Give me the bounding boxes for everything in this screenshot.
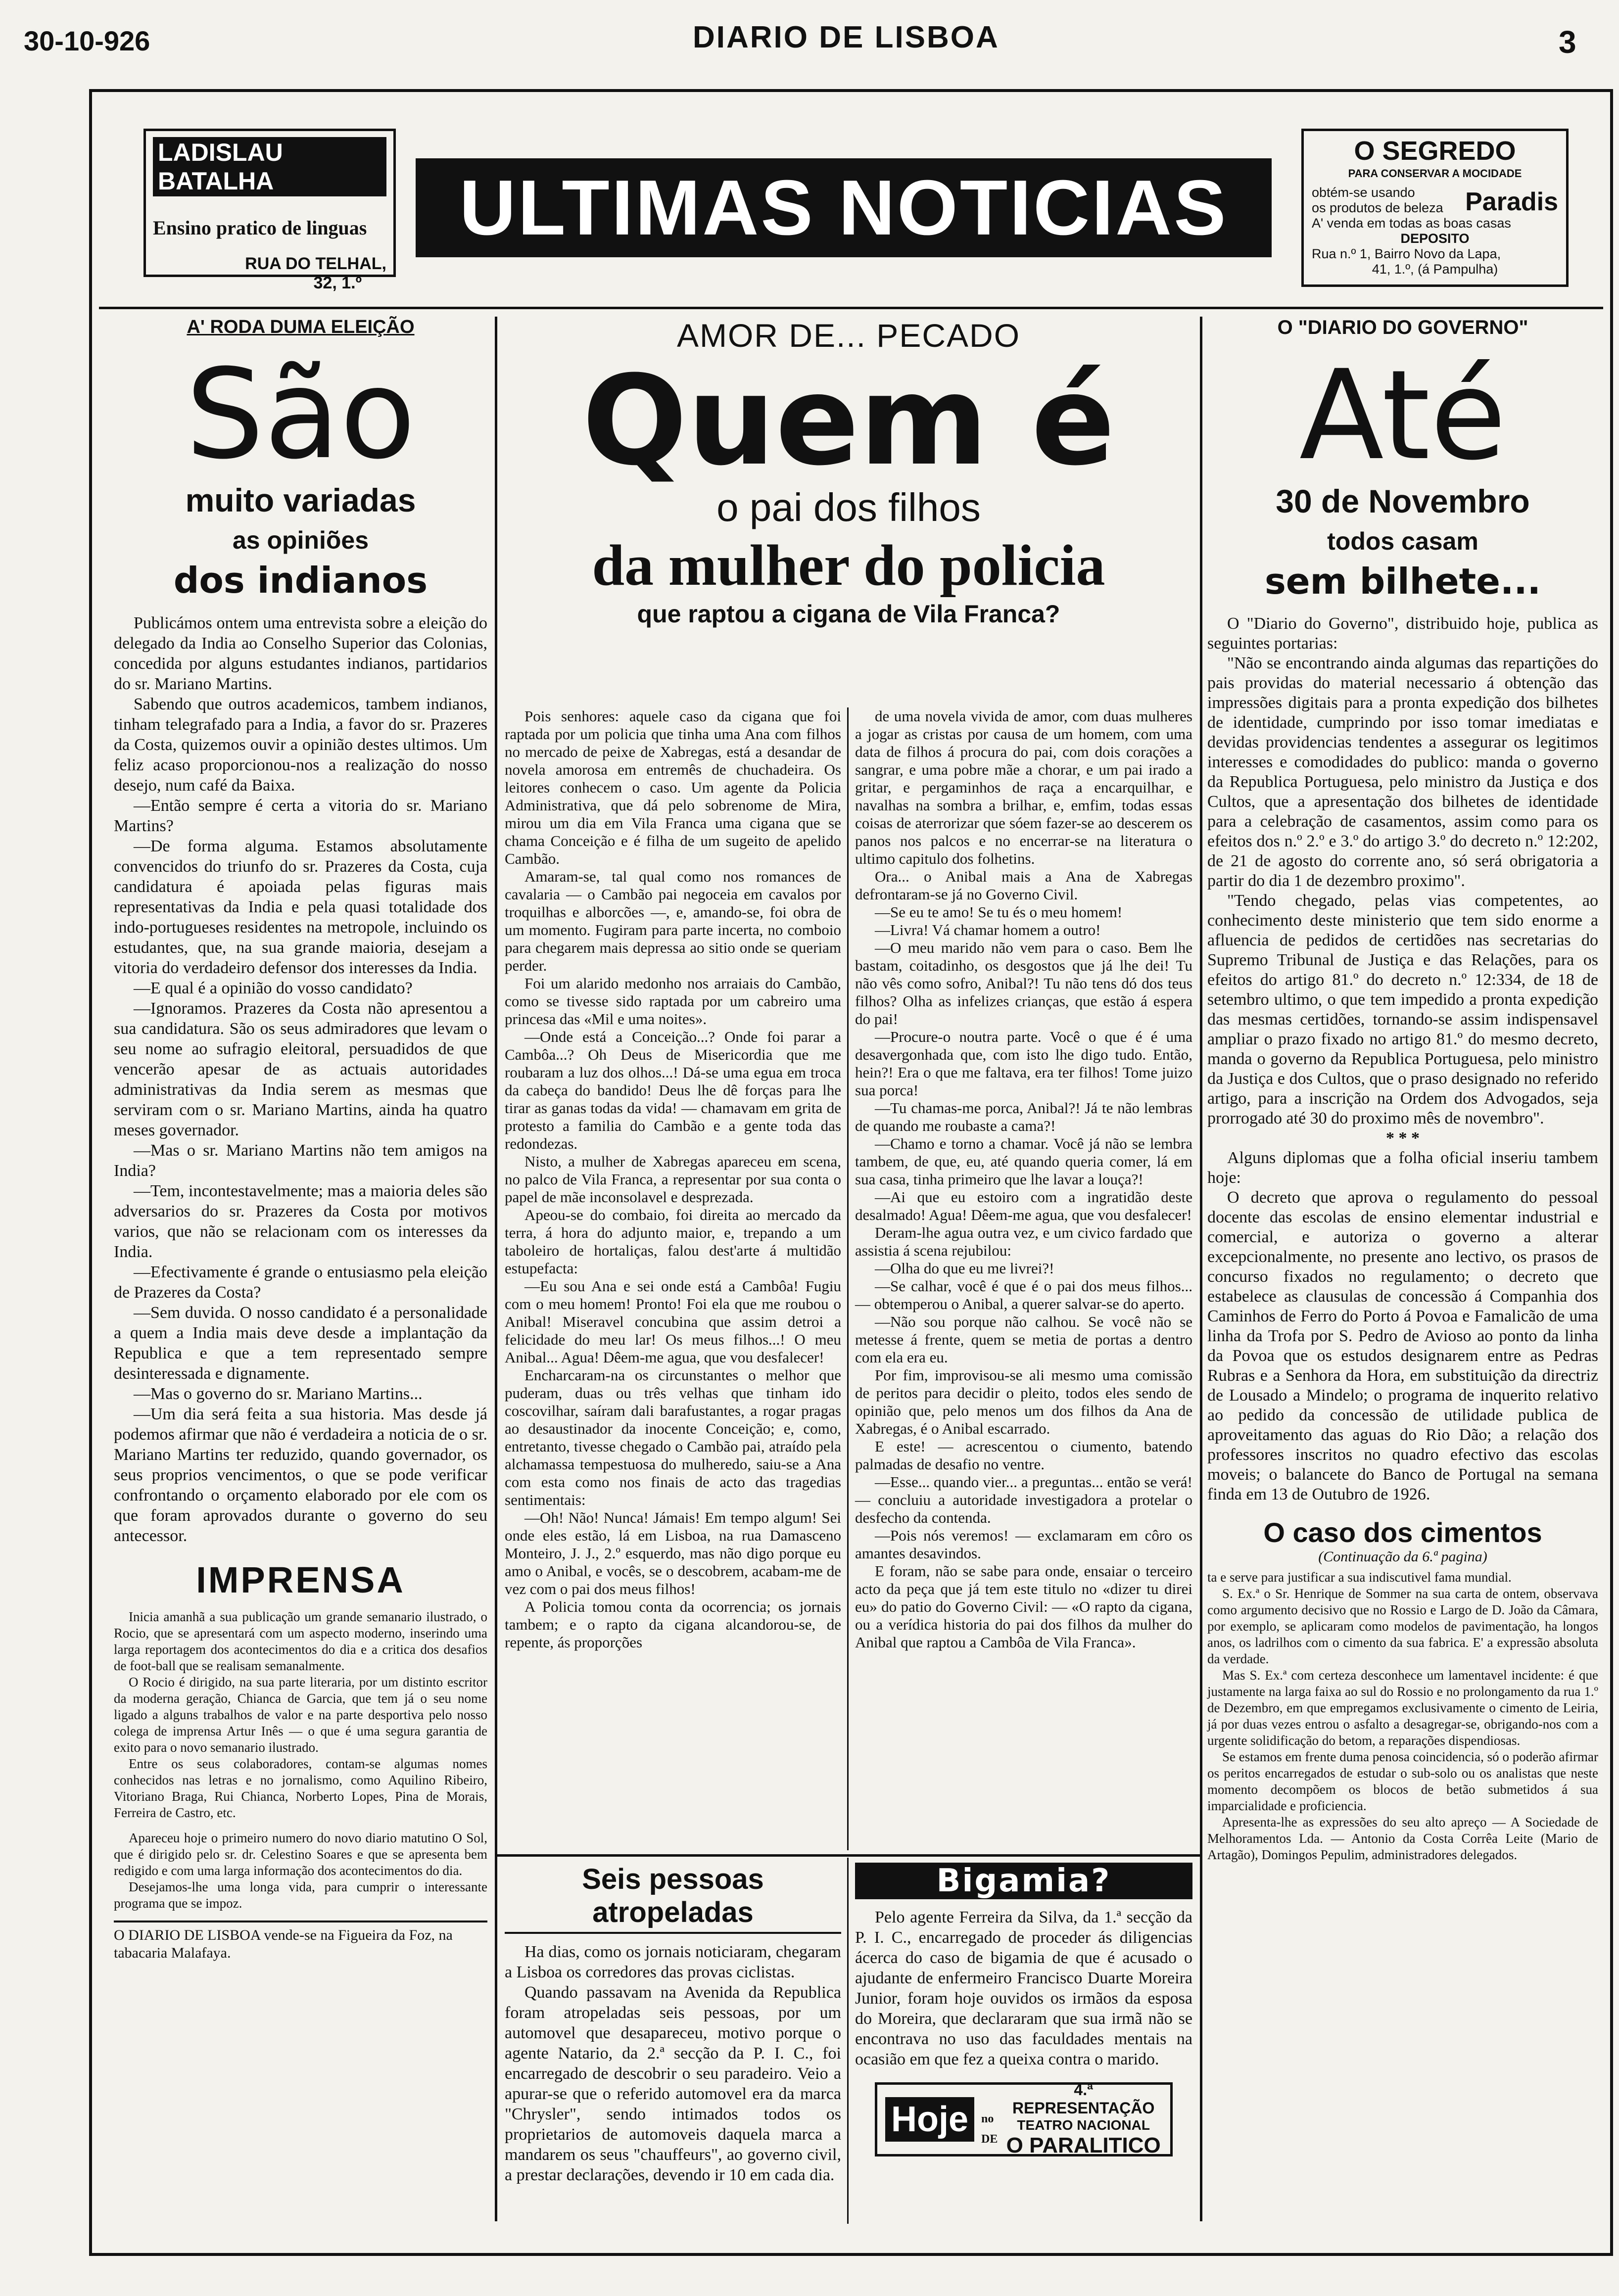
paragraph: Quando passavam na Avenida da Republica foram atropeladas seis pessoas, por um automovel que desapareceu, motivo porque o agente Natario, da 2.ª secção da P. I. C., foi encarregado de descobrir o seu paradeiro. Veio a apurar-se que o referido automovel era da marca "Chrysler", sendo intimados todos os proprietarios de automoveis daquela marca a mandarem os seus "chauffeurs", ao governo civil, a prestar declarações, devendo ir 10 em cada dia. (505, 1983, 841, 2184)
paragraph: Nisto, a mulher de Xabregas apareceu em scena, no palco de Vila Franca, a representar por sua conta o papel de mãe inconsolavel e desprezada. (505, 1153, 841, 1206)
paragraph: —O meu marido não vem para o caso. Bem lhe bastam, coitadinho, os desgostos que já lhe dei! Tu não vês como sofro, Anibal?! Tu não tens dó dos teus filhos? Olha as infelizes crianças, que estão á espera do pai! (855, 939, 1192, 1028)
paragraph: Deram-lhe agua outra vez, e um civico fardado que assistia á scena rejubilou: (855, 1224, 1192, 1259)
paragraph: —Mas o sr. Mariano Martins não tem amigos na India? (114, 1141, 487, 1180)
article-subhead-2: todos casam (1327, 527, 1478, 555)
paragraph: Apeou-se do combaio, foi direita ao mercado da terra, á hora do adjunto maior, e, trepando a um taboleiro de hortaliças, falou dest'arte á multidão estupefacta: (505, 1206, 841, 1277)
cimentos-body (1207, 1569, 1598, 1863)
article-subhead-3: que raptou a cigana de Vila Franca? (637, 600, 1060, 628)
article-bigamia (855, 1863, 1192, 2156)
paragraph: Foi um alarido medonho nos arraiais do Cambão, como se tivesse sido raptada por um cabreiro uma princesa das «Mil e uma noites». (505, 975, 841, 1028)
ad-teatro-de: DE (981, 2133, 998, 2146)
paragraph: —Efectivamente é grande o entusiasmo pela eleição de Prazeres da Costa? (114, 1263, 487, 1302)
paragraph: Apareceu hoje o primeiro numero do novo diario matutino O Sol, que é dirigido pelo sr. dr. Celestino Soares e que se apresenta bem redigido e com uma larga informação dos acontecimentos do dia. (114, 1830, 487, 1878)
header-rule (99, 307, 1603, 309)
paragraph: —Tem, incontestavelmente; mas a maioria deles são adversarios do sr. Prazeres da Costa por motivos varios, que não se relacionam com os interesses da India. (114, 1182, 487, 1261)
paragraph: Sabendo que outros academicos, tambem indianos, tinham telegrafado para a India, a favor do sr. Prazeres da Costa, quizemos ouvir a opinião destes ultimos. Um feliz acaso proporcionou-nos a realização do nosso desejo, num café da Baixa. (114, 695, 487, 795)
paragraph: S. Ex.ª o Sr. Henrique de Sommer na sua carta de ontem, observava como argumento decisivo que no Rossio e Largo de D. João da Câmara, por exemplo, se aplicaram como modelos de pavimentação, ha longos anos, os ladrilhos com o cimento da sua fabrica. E' a expressão absoluta da verdade. (1207, 1586, 1598, 1666)
ad-o-segredo (1301, 129, 1569, 287)
atropeladas-title: Seis pessoas atropeladas (505, 1863, 841, 1934)
ad-left-line1: Ensino pratico de linguas (153, 217, 367, 239)
paragraph: Se estamos em frente duma penosa coincidencia, só o poderão afirmar os peritos encarregados de estudar o sub-solo ou os analistas que neste momento decompõem os blocos de betão submetidos á sua imparcialidade e proficiencia. (1207, 1749, 1598, 1813)
article-headline: Quem é (582, 349, 1115, 493)
imprensa-title: IMPRENSA (196, 1559, 405, 1600)
paragraph: Desejamos-lhe uma longa vida, para cumprir o interessante programa que se impoz. (114, 1879, 487, 1911)
paragraph: Entre os seus colaboradores, contam-se algumas nomes conhecidos nas letras e no jornalismo, como Aquilino Ribeiro, Vitoriano Braga, Rui Chianca, Norberto Lopes, Pina de Morais, Ferreira de Castro, etc. (114, 1756, 487, 1820)
separator-stars: * * * (1386, 1129, 1420, 1147)
bottom-boxes-rule (497, 1854, 1200, 1857)
ad-right-brand: Paradis (1465, 187, 1558, 216)
ad-left-line2: RUA DO TELHAL, (245, 254, 386, 273)
paragraph: —Se eu te amo! Se tu és o meu homem! (875, 903, 1123, 921)
paragraph: —Mas o governo do sr. Mariano Martins... (134, 1385, 423, 1403)
article-subhead-1: muito variadas (185, 482, 416, 518)
article-diario-governo (1207, 317, 1598, 1863)
paragraph: —Esse... quando vier... a preguntas... então se verá! — concluiu a autoridade investigadora a protelar o desfecho da contenda. (855, 1473, 1192, 1526)
paragraph: Publicámos ontem uma entrevista sobre a eleição do delegado da India ao Conselho Superior das Colonias, concedida por alguns estudantes indianos, partidarios do sr. Mariano Martins. (114, 614, 487, 693)
paragraph: ta e serve para justificar a sua indiscutivel fama mundial. (1207, 1570, 1512, 1585)
article-headline: Até (1299, 343, 1507, 487)
ad-right-sub: PARA CONSERVAR A MOCIDADE (1348, 167, 1522, 180)
paragraph: —Tu chamas-me porca, Anibal?! Já te não lembras de quando me roubaste a cama?! (855, 1099, 1192, 1134)
article-subhead-2: da mulher do policia (592, 533, 1105, 598)
paragraph: Mas S. Ex.ª com certeza desconhece um lamentavel incidente: é que justamente na larga faixa ao sul do Rossio e no prolongamento da rua 1.º de Dezembro, em que empregamos exclusivamente o cimento de Leiria, já por duas vezes entrou o asfalto a desagregar-se, obrigando-nos com a urgente solidificação do betom, a reparações dispendiosas. (1207, 1668, 1598, 1748)
article-subhead-2: as opiniões (232, 526, 369, 554)
ad-teatro-line3: O PARALITICO (1006, 2133, 1161, 2157)
paragraph: —Ai que eu estoiro com a ingratidão deste desalmado! Agua! Dêem-me agua, que vou desfalecer! (855, 1188, 1192, 1223)
paragraph: —Então sempre é certa a vitoria do sr. Mariano Martins? (114, 797, 487, 835)
ad-teatro-line1: 4.ª REPRESENTAÇÃO (1012, 2081, 1155, 2117)
paragraph: Pelo agente Ferreira da Silva, da 1.ª secção da P. I. C., encarregado de proceder ás diligencias ácerca do caso de bigamia de que é acusado o ajudante de enfermeiro Francisco Duarte Moreira Junior, foram hoje ouvidos os irmãos da esposa do Moreira, que declararam que sua irmã não se encontrava no uso das faculdades mentais na ocasião em que fez a queixa contra o marido. (855, 1908, 1192, 2068)
ad-right-line2: os produtos de beleza (1312, 200, 1443, 215)
paragraph: Ha dias, como os jornais noticiaram, chegaram a Lisboa os corredores das provas ciclistas. (505, 1943, 841, 1981)
paragraph: E este! — acrescentou o ciumento, batendo palmadas de desafio no ventre. (855, 1438, 1192, 1473)
page-number: 3 (1559, 24, 1576, 60)
ad-teatro-line2: TEATRO NACIONAL (1017, 2117, 1150, 2133)
article-kicker: AMOR DE... PECADO (676, 317, 1021, 354)
article-kicker: A' RODA DUMA ELEIÇÃO (187, 317, 415, 337)
ad-right-line4: DEPOSITO (1400, 231, 1470, 246)
ad-left-name: LADISLAU BATALHA (153, 137, 386, 196)
article-subhead-3: dos indianos (173, 560, 428, 601)
paragraph: O "Diario do Governo", distribuido hoje, publica as seguintes portarias: (1207, 614, 1598, 653)
paragraph: —Procure-o noutra parte. Você o que é é uma desavergonhada que, com isto lhe digo tudo. Então, hein?! Era o que me faltava, era ter filhos! Tome juizo sua porca! (855, 1028, 1192, 1099)
paragraph: —Se calhar, você é que é o pai dos meus filhos... — obtemperou o Anibal, a querer salvar-se do aperto. (855, 1277, 1192, 1312)
paragraph: —Pois nós veremos! — exclamaram em côro os amantes desavindos. (855, 1527, 1192, 1562)
ad-teatro-hoje: Hoje (885, 2097, 974, 2142)
article-pecado-header (505, 317, 1192, 628)
article-pecado-body-left (505, 707, 841, 1651)
ad-ladislau-batalha (143, 129, 396, 292)
paragraph: —Olha do que eu me livrei?! (875, 1260, 1054, 1277)
ad-right-title: O SEGREDO (1354, 136, 1516, 166)
paragraph: —Chamo e torno a chamar. Você já não se lembra tambem, de que, eu, até quando queria comer, lá em sua casa, tinha primeiro que lhe lavar a louça?! (855, 1135, 1192, 1188)
paragraph: —Livra! Vá chamar homem a outro! (875, 921, 1101, 938)
ad-teatro-no: no (981, 2112, 994, 2125)
column-rule-bottom (847, 1858, 849, 2224)
article-pecado-body-right (855, 707, 1192, 1651)
column-rule-2 (1200, 317, 1202, 2221)
paragraph: Alguns diplomas que a folha oficial inseriu tambem hoje: (1207, 1149, 1598, 1187)
paragraph: —Um dia será feita a sua historia. Mas desde já podemos afirmar que não é verdadeira a noticia de o sr. Mariano Martins ter reduzido, quando governador, os seus proprios vencimentos, o que se pode verificar confrontando o orçamento elaborado por ele com os que foram aprovados durante o governo do seu antecessor. (114, 1405, 487, 1545)
paragraph: Inicia amanhã a sua publicação um grande semanario ilustrado, o Rocio, que se apresentará com um aspecto moderno, inserindo uma larga reportagem dos acontecimentos do dia e a critica dos desafios de foot-ball que se realisam semanalmente. (114, 1609, 487, 1673)
cimentos-title: O caso dos cimentos (1263, 1517, 1542, 1548)
cimentos-subtitle: (Continuação da 6.ª pagina) (1318, 1548, 1487, 1565)
paragraph: —Não sou porque não calhou. Se você não se metesse á frente, quem se metia de portas a dentro com ela era eu. (855, 1313, 1192, 1366)
article-subhead-1: 30 de Novembro (1276, 483, 1530, 519)
paragraph: —De forma alguma. Estamos absolutamente convencidos do triunfo do sr. Prazeres da Costa, cuja candidatura é apoiada pelas figuras mais representativas da India e pela quasi totalidade dos indo-portugueses residentes na metropole, incluindo os estudantes, que, na sua grande maioria, desejam a vitoria do verdadeiro defensor dos interesses da India. (114, 837, 487, 977)
paragraph: —Onde está a Conceição...? Onde foi parar a Cambôa...? Oh Deus de Misericordia que me roubaram a luz dos olhos...! Dá-se uma egua em troca da cabeça do bandido! Deus lhe dê forças para lhe tirar as ganas todas da vida! — chamavam em grita de protesto a familia do Cambão e a gente toda das redondezas. (505, 1028, 841, 1152)
article-body (1207, 614, 1598, 1504)
ad-right-line1: obtém-se usando (1312, 185, 1415, 200)
ad-teatro (875, 2082, 1173, 2156)
ad-right-line3: A' venda em todas as boas casas (1312, 216, 1511, 231)
imprensa-body (114, 1609, 487, 1912)
paragraph: O Rocio é dirigido, na sua parte literaria, por um distinto escritor da moderna geração, Chianca de Garcia, que tem já o seu nome ligado a alguns trabalhos de valor e na parte desportiva pelo nosso colega de imprensa Artur Inês — o que é uma segura garantia de exito para o novo semanario ilustrado. (114, 1675, 487, 1755)
paragraph: E foram, não se sabe para onde, ensaiar o terceiro acto da peça que já tem este titulo no «dizer tu direi eu» do patio do Governo Civil: — «O rapto da cigana, ou a verídica historia do pai dos filhos da mulher do Anibal que raptou a Cambôa de Vila Franca». (855, 1562, 1192, 1651)
column-rule-sub (847, 707, 849, 1850)
article-body (114, 613, 487, 1546)
paragraph: —Sem duvida. O nosso candidato é a personalidade a quem a India mais deve desde a implantação da Republica e que a tem representado sempre desinteressada e dignamente. (114, 1304, 487, 1383)
ad-right-line5: Rua n.º 1, Bairro Novo da Lapa, (1312, 246, 1501, 261)
article-atropeladas (505, 1863, 841, 2185)
paragraph: A Policia tomou conta da ocorrencia; os jornais tambem; e o rapto da cigana alcandorou-se, de repente, ás proporções (505, 1598, 841, 1651)
footer-note: O DIARIO DE LISBOA vende-se na Figueira da Foz, na tabacaria Malafaya. (114, 1921, 487, 1962)
paragraph: de uma novela vivida de amor, com duas mulheres a jogar as cristas por causa de um homem, com uma data de filhos á procura do pai, com dois corações a sangrar, e uma pobre mãe a chorar, e um pai irado a gritar, e pergaminhos de raça a encarquilhar, e navalhas na sombra a brilhar, e, emfim, todas essas coisas de aterrorizar que sóem fazer-se ao descerem os panos nos palcos e no encerrar-se na literatura o ultimo capitulo dos folhetins. (855, 707, 1192, 867)
paragraph: "Tendo chegado, pelas vias competentes, ao conhecimento deste ministerio que tem sido enorme a afluencia de pedidos de certidões nas secretarias do Supremo Tribunal de Justiça e das Relações, para os efeitos do artigo 81.º do decreto n.º 12:334, de 18 de setembro ultimo, o que tem impedido a pronta expedição das mesmas certidões, tornando-se assim indispensavel ampliar o prazo fixado no artigo 81.º do mesmo decreto, manda o governo da Republica Portuguesa, pelo ministro da Justiça e dos Cultos, que o praso designado no referido artigo, para a inscrição na Ordem dos Advogados, seja prorrogado até 30 do proximo mês de novembro". (1207, 891, 1598, 1127)
article-kicker: O "DIARIO DO GOVERNO" (1277, 317, 1528, 338)
paragraph: Ora... o Anibal mais a Ana de Xabregas defrontaram-se já no Governo Civil. (855, 868, 1192, 903)
ad-right-line6: 41, 1.º, (á Pampulha) (1372, 262, 1498, 277)
column-rule-1 (495, 317, 497, 2221)
paragraph: Pois senhores: aquele caso da cigana que foi raptada por um policia que tinha uma Ana com filhos no mercado de peixe de Xabregas, está a desandar de novela amorosa em entremês de chuchadeira. Os leitores conhecem o caso. Um agente da Policia Administrativa, que dá pelo sobrenome de Mira, mirou um dia em Vila Franca uma cigana que se chama Conceição e é filha de um sugeito de apelido Cambão. (505, 707, 841, 867)
paragraph: O decreto que aprova o regulamento do pessoal docente das escolas de ensino elementar industrial e comercial, e autoriza o governo a alterar excepcionalmente, no presente ano lectivo, os prasos de concurso fixados no regulamento; o decreto que estabelece as clausulas de concessão á Companhia dos Caminhos de Ferro do Porto á Povoa e Famalicão de uma linha da Trofa por S. Pedro de Avioso ao ponto da linha da Povoa que os estudos designarem entre as Pedras Rubras e a Senhora da Hora, em substituição da directriz de Lousado a Mindelo; o programa de inquerito relativo ao pedido da concessão de utilidade publica de aproveitamento das aguas do Rio Dão; a relação dos professores inscritos no quadro efectivo das escolas moveis; o balancete do Banco de Portugal na semana finda em 13 de Outubro de 1926. (1207, 1188, 1598, 1503)
paragraph: —Eu sou Ana e sei onde está a Cambôa! Fugiu com o meu homem! Pronto! Foi ela que me roubou o Anibal! Miseravel concubina que assim detroi a felicidade do meu lar! Os meus filhos...! O meu Anibal... Agua! Dêem-me agua, que vou desfalecer! (505, 1277, 841, 1366)
paragraph: Encharcaram-na os circunstantes o melhor que puderam, duas ou três velhas que tinham ido coscovilhar, saíram dali barafustantes, a rogar pragas ao desaustinador da inocente Conceição; e, como, entretanto, tivesse chegado o Cambão pai, atraído pela alchamassa tempestuosa do mulheredo, saiu-se a Ana com esta como nos finais de acto das tragedias sentimentais: (505, 1366, 841, 1508)
paragraph: —E qual é a opinião do vosso candidato? (134, 979, 413, 997)
article-eleicao (114, 317, 487, 1962)
paragraph: Amaram-se, tal qual como nos romances de cavalaria — o Cambão pai negoceia em cavalos por troquilhas e alborcões —, e, amando-se, foi obra de um momento. Fugiram para parte incerta, no comboio para chegarem mais depressa ao sitio onde se queriam perder. (505, 868, 841, 974)
paragraph: "Não se encontrando ainda algumas das repartições do pais providas do material necessario á obtenção das impressões digitais para a pronta expedição dos bilhetes de identidade, cumprindo por isso tomar imediatas e devidas providencias tendentes a assegurar os legitimos interesses e comodidades do publico: manda o governo da Republica Portuguesa, pelo ministro da Justiça e dos Cultos, que a apresentação dos bilhetes de identidade para a celebração de casamentos, assim como para os efeitos dos n.º 2.º e 3.º do artigo 3.º do decreto n.º 12:202, de 21 de agosto do corrente ano, só será obrigatoria a partir do dia 1 de dezembro proximo". (1207, 654, 1598, 890)
paragraph: Apresenta-lhe as expressões do seu alto apreço — A Sociedade de Melhoramentos Lda. — Antonio da Costa Corrêa Leite (Mario de Artagão), Domingos Pepulim, administradores delegados. (1207, 1815, 1598, 1862)
article-headline: São (186, 342, 416, 486)
paragraph: —Oh! Não! Nunca! Jámais! Em tempo algum! Sei onde eles estão, lá em Lisboa, na rua Damasceno Monteiro, J. J., 2.º esquerdo, mas não digo porque eu amo o Anibal, e vocês, se o descobrem, acabam-me de vez com o pai dos meus filhos! (505, 1509, 841, 1597)
section-banner: ULTIMAS NOTICIAS (416, 158, 1272, 257)
newspaper-name: DIARIO DE LISBOA (693, 20, 1000, 54)
article-subhead-1: o pai dos filhos (716, 485, 981, 529)
paragraph: —Ignoramos. Prazeres da Costa não apresentou a sua candidatura. São os seus admiradores que levam o seu nome ao sufragio eleitoral, persuadidos de que vencerão apesar de as actuais autoridades administrativas da India serem as mesmas que serviram com o sr. Mariano Martins, ainda ha quatro meses governador. (114, 999, 487, 1139)
paragraph: Por fim, improvisou-se ali mesmo uma comissão de peritos para decidir o pleito, todos eles sendo de opinião que, pelo menos um dos filhos da Ana de Xabregas, é o Anibal escarrado. (855, 1366, 1192, 1437)
ad-left-line3: 32, 1.º (313, 274, 362, 292)
issue-date: 30-10-926 (24, 25, 150, 56)
bigamia-title: Bigamia? (855, 1863, 1192, 1899)
article-subhead-3: sem bilhete... (1264, 561, 1541, 602)
